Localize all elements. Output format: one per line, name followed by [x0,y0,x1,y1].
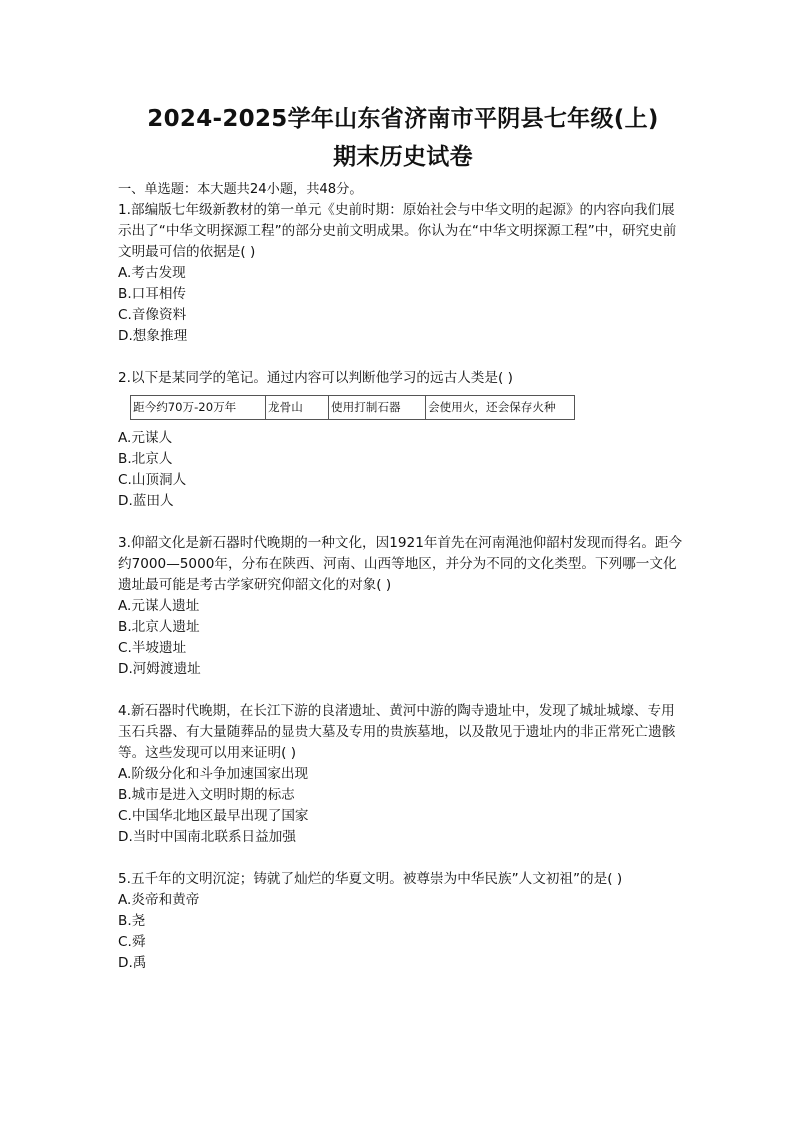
notes-table [130,395,575,420]
question-4 [118,701,688,848]
option-d: D.当时中国南北联系日益加强 [118,829,296,845]
option-a: A.炎帝和黄帝 [118,892,200,908]
table-cell: 距今约70万-20万年 [131,396,266,420]
question-stem: 1.部编版七年级新教材的第一单元《史前时期：原始社会与中华文明的起源》的内容向我们展示出了“中华文明探源工程”的部分史前文明成果。你认为在“中华文明探源工程”中，研究史前文明最可信的依据是( ) [118,202,677,260]
option-c: C.半坡遗址 [118,640,187,656]
option-b: B.北京人遗址 [118,619,200,635]
option-c: C.舜 [118,934,146,950]
question-stem: 5.五千年的文明沉淀；铸就了灿烂的华夏文明。被尊崇为中华民族”人文初祖”的是( ) [118,871,623,887]
option-b: B.口耳相传 [118,286,187,302]
table-cell: 使用打制石器 [329,396,426,420]
option-b: B.城市是进入文明时期的标志 [118,787,295,803]
option-d: D.蓝田人 [118,493,174,509]
option-b: B.尧 [118,913,146,929]
question-3 [118,533,688,680]
option-c: C.音像资料 [118,307,187,323]
question-5 [118,869,688,974]
section-header: 一、单选题：本大题共24小题，共48分。 [118,182,363,197]
exam-page [118,100,688,974]
option-b: B.北京人 [118,451,173,467]
question-2 [118,368,688,512]
option-a: A.元谋人遗址 [118,598,200,614]
question-1 [118,200,688,347]
exam-title-line2: 期末历史试卷 [333,144,473,170]
option-d: D.禹 [118,955,147,971]
option-c: C.山顶洞人 [118,472,187,488]
option-d: D.想象推理 [118,328,188,344]
table-cell: 会使用火，还会保存火种 [426,396,575,420]
table-row [131,396,575,420]
question-stem: 2.以下是某同学的笔记。通过内容可以判断他学习的远古人类是( ) [118,370,513,386]
option-a: A.阶级分化和斗争加速国家出现 [118,766,309,782]
question-stem: 3.仰韶文化是新石器时代晚期的一种文化，因1921年首先在河南渑池仰韶村发现而得名。距今约7000—5000年，分布在陕西、河南、山西等地区，并分为不同的文化类型。下列哪一文化遗址最可能是考古学家研究仰韶文化的对象( ) [118,535,683,593]
option-d: D.河姆渡遗址 [118,661,201,677]
option-a: A.考古发现 [118,265,186,281]
table-cell: 龙骨山 [266,396,329,420]
exam-title-line1: 2024-2025学年山东省济南市平阴县七年级(上) [147,106,659,132]
option-a: A.元谋人 [118,430,173,446]
option-c: C.中国华北地区最早出现了国家 [118,808,309,824]
question-stem: 4.新石器时代晚期，在长江下游的良渚遗址、黄河中游的陶寺遗址中，发现了城址城壕、专用玉石兵器、有大量随葬品的显贵大墓及专用的贵族墓地，以及散见于遗址内的非正常死亡遗骸等。这些发现可以用来证明( ) [118,703,676,761]
